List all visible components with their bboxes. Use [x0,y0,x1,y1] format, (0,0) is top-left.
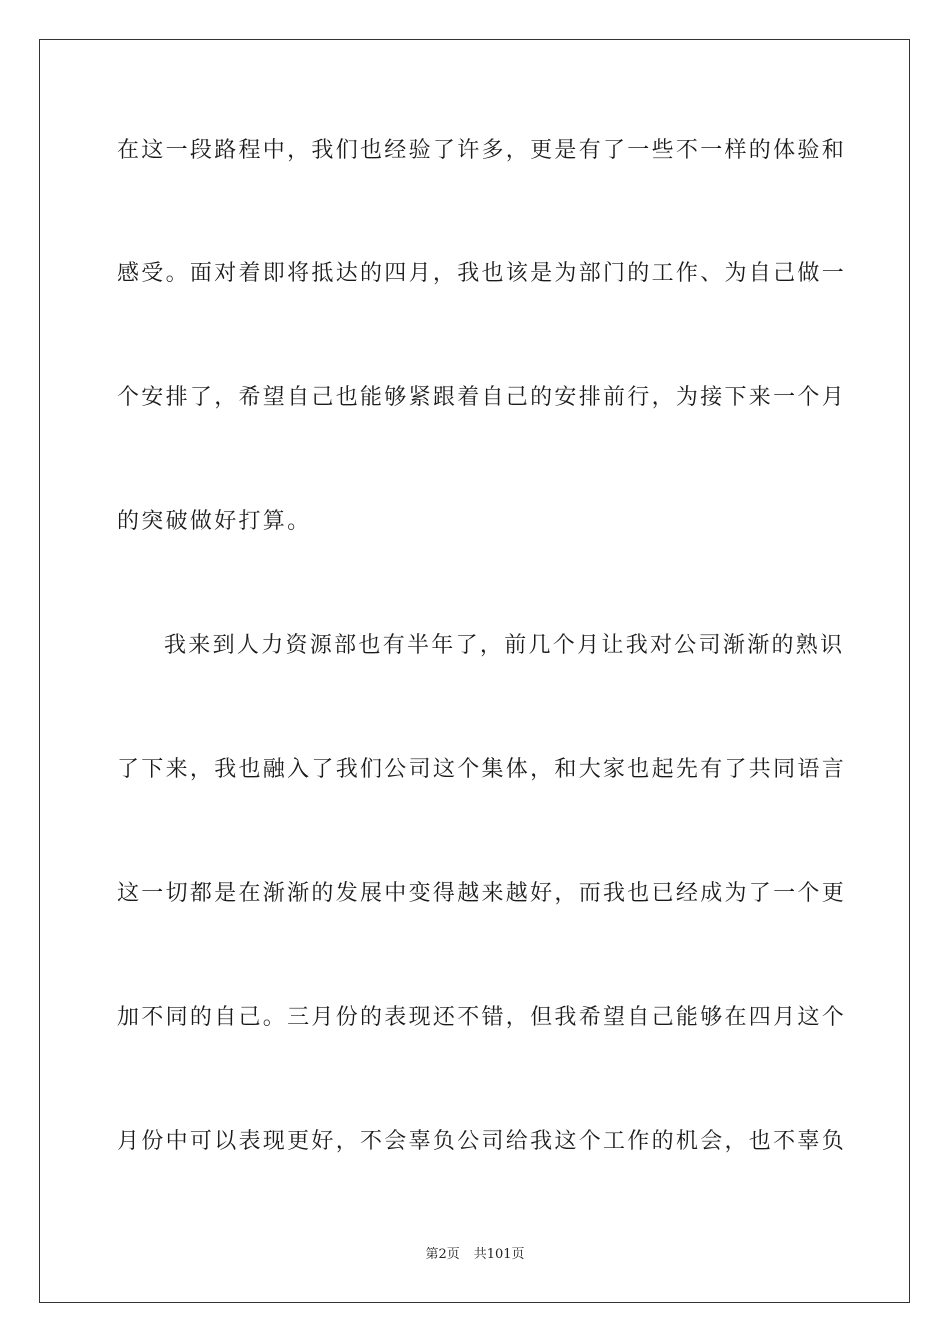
paragraph-line-8: 加不同的自己。三月份的表现还不错，但我希望自己能够在四月这个 [117,1005,847,1030]
paragraph-line-6: 了下来，我也融入了我们公司这个集体，和大家也起先有了共同语言 [117,757,847,782]
paragraph-line-4: 的突破做好打算。 [117,509,312,534]
paragraph-line-5: 我来到人力资源部也有半年了，前几个月让我对公司渐渐的熟识 [164,633,845,658]
paragraph-line-9: 月份中可以表现更好，不会辜负公司给我这个工作的机会，也不辜负 [117,1129,847,1154]
paragraph-line-1: 在这一段路程中，我们也经验了许多，更是有了一些不一样的体验和 [117,138,847,163]
page-number: 第2页 [425,1247,460,1262]
page-frame [39,39,910,1303]
page-total: 共101页 [473,1247,525,1262]
paragraph-line-3: 个安排了，希望自己也能够紧跟着自己的安排前行，为接下来一个月 [117,385,847,410]
paragraph-line-2: 感受。面对着即将抵达的四月，我也该是为部门的工作、为自己做一 [117,261,847,286]
paragraph-line-7: 这一切都是在渐渐的发展中变得越来越好，而我也已经成为了一个更 [117,881,847,906]
page-footer [0,1246,950,1264]
